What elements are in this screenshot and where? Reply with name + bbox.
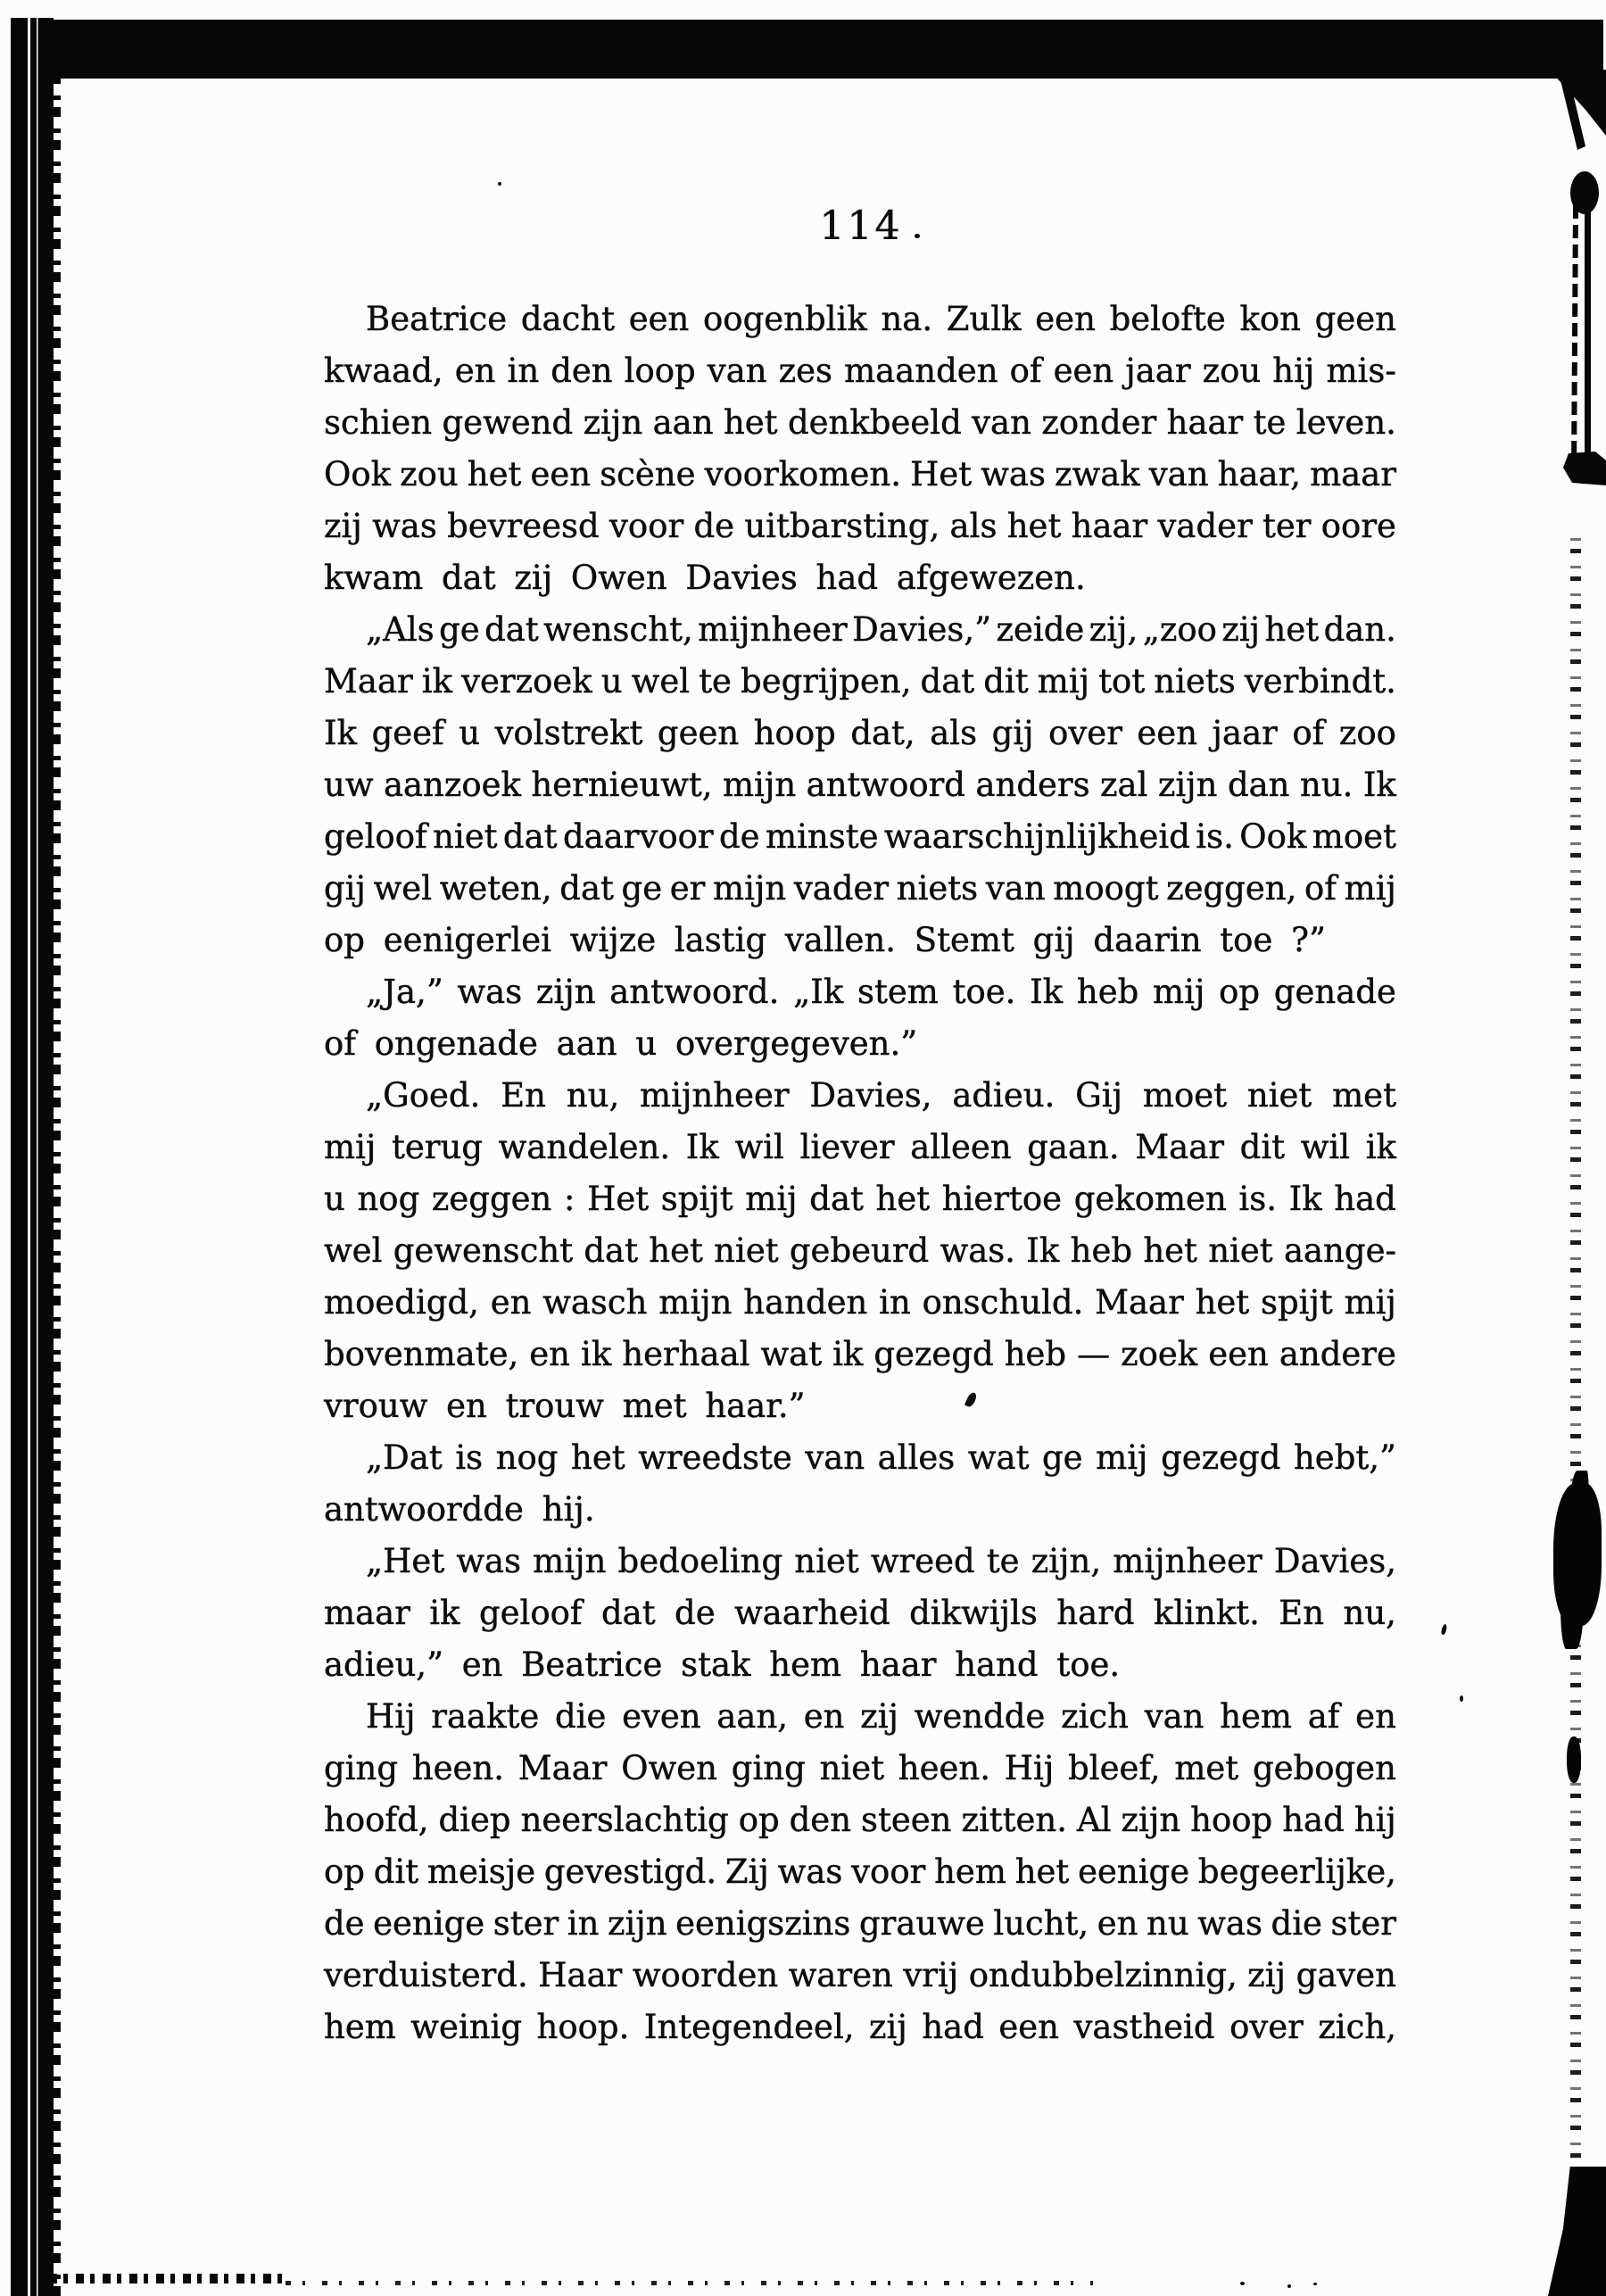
text-line: gij wel weten, dat ge er mijn vader niets van moogt zeggen, of mij <box>324 869 1396 908</box>
bottom-right-corner-artifact <box>1548 2167 1606 2296</box>
dust-speck <box>1240 2282 1245 2285</box>
bottom-edge-speckles-mid <box>286 2281 1093 2285</box>
dust-speck <box>1287 2284 1291 2288</box>
text-line: bovenmate, en ik herhaal wat ik gezegd heb — zoek een andere <box>324 1335 1396 1373</box>
right-edge-ink-blob-small <box>1567 1737 1581 1783</box>
text-line: mij terug wandelen. Ik wil liever alleen gaan. Maar dit wil ik <box>324 1128 1396 1166</box>
text-line: „Als ge dat wenscht, mijnheer Davies,” zeide zij, „zoo zij het dan. <box>366 610 1396 649</box>
right-edge-ink-blob <box>1553 1483 1602 1626</box>
text-line: schien gewend zijn aan het denkbeeld van zonder haar te leven. <box>324 403 1396 442</box>
dust-speck <box>498 182 501 186</box>
page-number: 114 <box>819 203 903 249</box>
paragraph <box>324 604 1396 966</box>
text-line: op eenigerlei wijze lastig vallen. Stemt gij daarin toe ?” <box>324 921 1326 959</box>
paragraph <box>324 1432 1396 1536</box>
text-line: „Dat is nog het wreedste van alles wat ge mij gezegd hebt,” <box>366 1438 1396 1477</box>
top-edge-band <box>14 20 1603 79</box>
left-edge-band <box>11 18 54 2296</box>
dust-speck <box>1460 1695 1463 1702</box>
text-line: de eenige ster in zijn eenigszins grauwe lucht, en nu was die ster <box>324 1904 1396 1943</box>
text-line: op dit meisje gevestigd. Zij was voor hem het eenige begeerlijke, <box>324 1853 1396 1891</box>
text-line: maar ik geloof dat de waarheid dikwijls hard klinkt. En nu, <box>324 1594 1396 1632</box>
text-line: „Ja,” was zijn antwoord. „Ik stem toe. Ik heb mij op genade <box>366 973 1396 1011</box>
paragraph <box>324 294 1396 604</box>
text-line: geloof niet dat daarvoor de minste waarschijnlijkheid is. Ook moet <box>324 817 1396 856</box>
dust-speck <box>915 234 920 238</box>
bottom-edge-speckles-left <box>49 2274 286 2284</box>
text-line: u nog zeggen : Het spijt mij dat het hiertoe gekomen is. Ik had <box>324 1180 1396 1218</box>
right-page-curl-artifact <box>1517 27 1606 526</box>
margin-ink-tick <box>1441 1624 1448 1636</box>
text-line: „Goed. En nu, mijnheer Davies, adieu. Gij moet niet met <box>366 1076 1396 1115</box>
text-line: zij was bevreesd voor de uitbarsting, als het haar vader ter oore <box>324 507 1396 545</box>
paragraph <box>324 966 1396 1070</box>
text-line: verduisterd. Haar woorden waren vrij ondubbelzinnig, zij gaven <box>324 1956 1396 1994</box>
dust-speck <box>1313 2283 1317 2285</box>
right-edge-speckle-trail <box>1570 526 1581 2296</box>
text-line: Beatrice dacht een oogenblik na. Zulk een belofte kon geen <box>366 300 1396 338</box>
text-line: uw aanzoek hernieuwt, mijn antwoord anders zal zijn dan nu. Ik <box>324 766 1396 804</box>
text-line: ging heen. Maar Owen ging niet heen. Hij bleef, met gebogen <box>324 1749 1396 1787</box>
text-line: kwam dat zij Owen Davies had afgewezen. <box>324 559 1086 597</box>
text-line: hem weinig hoop. Integendeel, zij had een vastheid over zich, <box>324 2008 1396 2046</box>
text-line: of ongenade aan u overgegeven.” <box>324 1024 918 1063</box>
text-line: vrouw en trouw met haar.” <box>324 1387 806 1425</box>
text-line: moedigd, en wasch mijn handen in onschuld. Maar het spijt mij <box>324 1283 1396 1322</box>
paragraph <box>324 1070 1396 1432</box>
text-line: hoofd, diep neerslachtig op den steen zitten. Al zijn hoop had hij <box>324 1801 1396 1839</box>
paragraph <box>324 1691 1396 2053</box>
text-line: wel gewenscht dat het niet gebeurd was. Ik heb het niet aange- <box>324 1231 1396 1270</box>
text-line: antwoordde hij. <box>324 1490 595 1529</box>
text-line: Ook zou het een scène voorkomen. Het was zwak van haar, maar <box>324 455 1396 493</box>
text-line: „Het was mijn bedoeling niet wreed te zijn, mijnheer Davies, <box>366 1542 1396 1580</box>
text-line: Ik geef u volstrekt geen hoop dat, als gij over een jaar of zoo <box>324 714 1396 752</box>
text-line: kwaad, en in den loop van zes maanden of een jaar zou hij mis- <box>324 352 1396 390</box>
text-line: adieu,” en Beatrice stak hem haar hand toe. <box>324 1645 1121 1684</box>
text-line: Hij raakte die even aan, en zij wendde zich van hem af en <box>366 1697 1396 1736</box>
text-line: Maar ik verzoek u wel te begrijpen, dat dit mij tot niets verbindt. <box>324 662 1396 700</box>
paragraph <box>324 1536 1396 1691</box>
body-text <box>324 294 1396 2053</box>
